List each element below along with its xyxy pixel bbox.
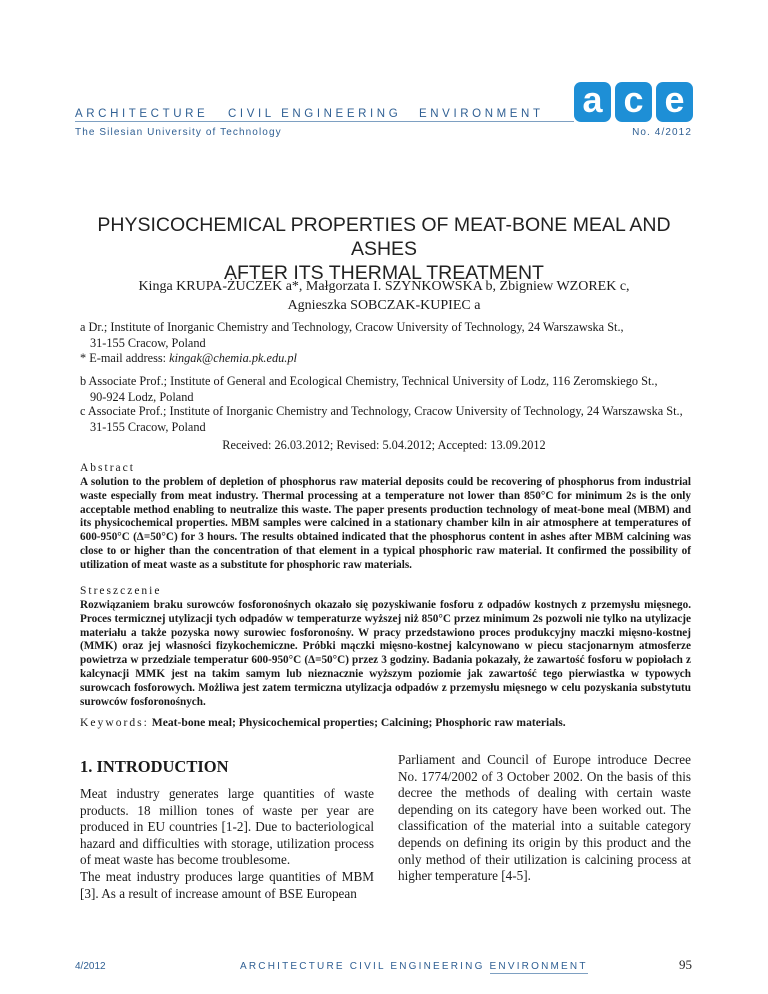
- abstract-label: Abstract: [80, 462, 135, 474]
- authors: [70, 277, 698, 315]
- header-word-architecture: ARCHITECTURE: [75, 108, 209, 120]
- header-word-civil-engineering: CIVIL ENGINEERING: [228, 108, 402, 120]
- affiliation-a-line-2: 31-155 Cracow, Poland: [90, 335, 206, 350]
- affiliation-a-line-1: a Dr.; Institute of Inorganic Chemistry and Technology, Cracow University of Technology, 24 Warszawska St.,: [80, 320, 624, 334]
- journal-logo: [574, 79, 694, 126]
- body-right-column: [398, 752, 691, 885]
- abstract-text: A solution to the problem of depletion of phosphorus raw material deposits could be recovering of phosphorus from industrial waste especially from meat industry. Thermal processing at a temperature not lower than 850°C for minimum 2s is the only acceptable method enabling to neutralize this waste. The paper presents production technology of meat-bone meal (MBM) and its physicochemical properties. MBM samples were calcined in a stationary chamber kiln in air atmosphere at temperatures of 600-950°C (Δ=50°C) for 3 hours. The results obtained indicated that the phosphorus content in ashes after MBM calcining was close to or higher than the concentration of that element in a typical phosphoric raw material. It confirmed the possibility of utilization of meat waste as a substitute for phosphoric raw materials.: [80, 476, 691, 571]
- logo-tile-e: e: [656, 82, 693, 122]
- authors-line-1: Kinga KRUPA-ŻUCZEK a*, Małgorzata I. SZYNKOWSKA b, Zbigniew WZOREK c,: [138, 279, 630, 294]
- affiliation-c-line-2: 31-155 Cracow, Poland: [90, 419, 206, 434]
- footer-issue: 4/2012: [75, 961, 106, 972]
- email-address[interactable]: kingak@chemia.pk.edu.pl: [169, 351, 297, 365]
- affiliation-c-line-1: c Associate Prof.; Institute of Inorganic Chemistry and Technology, Cracow University of Technology, 24 Warszawska St.,: [80, 404, 683, 418]
- email-label: * E-mail address:: [80, 351, 170, 365]
- streszczenie-text: Rozwiązaniem braku surowców fosforonośnych okazało się pozyskiwanie fosforu z odpadów kostnych z przemysłu mięsnego. Proces termicznej utylizacji tych odpadów w temperaturze wyższej niż 850°C przez minimum 2s pozwoli nie tylko na utylizacje materiału a także pozyska nowy surowiec fosforonośny. W pracy przedstawiono proces produkcyjny maczki mięsno-kostnej (MMK) oraz jej własności fizykochemiczne. Próbki mączki mięsno-kostnej kalcynowano w piecu stacjonarnym atmosferze powietrza w przedziale temperatur 600-950°C (Δ=50°C) przez 3 godziny. Badania pokazały, że zawartość fosforu w popiołach z kalcynacji MMK jest na takim samym lub nieznacznie wyższym poziomie jak zawartość tego pierwiastka w typowych surowcach fosforowych. Możliwa jest zatem termiczna utylizacja odpadów z przemysłu mięsnego w celu pozyskania substytutu surowców fosforonośnych.: [80, 599, 691, 708]
- body-right-paragraph-1: Parliament and Council of Europe introduce Decree No. 1774/2002 of 3 October 2002. On the basis of this decree the methods of dealing with certain waste depending on its category have been worked out. The classification of the material into a suitable category depends on defining its origin by this product and the only method of their utilization is calcining process at higher temperature [4-5].: [398, 752, 691, 884]
- article-title: [70, 213, 698, 285]
- body-left-paragraph-2: The meat industry produces large quantities of MBM [3]. As a result of increase amount of BSE European: [80, 868, 374, 901]
- title-line-2: AFTER ITS THERMAL TREATMENT: [224, 262, 544, 284]
- affiliation-b-line-1: b Associate Prof.; Institute of General and Ecological Chemistry, Technical University of Lodz, 116 Zeromskiego St.,: [80, 374, 658, 388]
- affiliation-b: [80, 374, 692, 405]
- logo-tile-a: a: [574, 82, 611, 122]
- affiliation-a: [80, 320, 692, 367]
- received-dates: Received: 26.03.2012; Revised: 5.04.2012; Accepted: 13.09.2012: [222, 438, 546, 452]
- body-left-column: [80, 786, 374, 902]
- footer-journal-a: ARCHITECTURE: [240, 961, 345, 972]
- page-number: 95: [679, 957, 692, 972]
- footer-journal-c: ENVIRONMENT: [489, 961, 588, 972]
- footer-journal-b: CIVIL ENGINEERING: [349, 961, 485, 972]
- logo-tile-c: c: [615, 82, 652, 122]
- keywords-value: Meat-bone meal; Physicochemical properties; Calcining; Phosphoric raw materials.: [151, 716, 566, 729]
- title-line-1: PHYSICOCHEMICAL PROPERTIES OF MEAT-BONE MEAL AND ASHES: [97, 214, 671, 260]
- header-issue: No. 4/2012: [632, 127, 692, 138]
- keywords: [80, 716, 566, 729]
- body-left-paragraph-1: Meat industry generates large quantities of waste products. 18 million tones of waste per year are produced in EU countries [1-2]. Due to bacteriological hazard and difficulties with storage, utilization process of meat waste has become troublesome.: [80, 786, 374, 868]
- affiliation-b-line-2: 90-924 Lodz, Poland: [90, 389, 194, 404]
- authors-line-2: Agnieszka SOBCZAK-KUPIEC a: [287, 298, 481, 313]
- keywords-label: Keywords:: [80, 716, 149, 729]
- section-heading: 1. INTRODUCTION: [80, 757, 229, 776]
- header-university: The Silesian University of Technology: [75, 127, 282, 138]
- streszczenie-label: Streszczenie: [80, 585, 162, 597]
- footer-journal: [240, 961, 588, 972]
- affiliation-c: [80, 404, 692, 435]
- header-word-environment: ENVIRONMENT: [419, 108, 544, 120]
